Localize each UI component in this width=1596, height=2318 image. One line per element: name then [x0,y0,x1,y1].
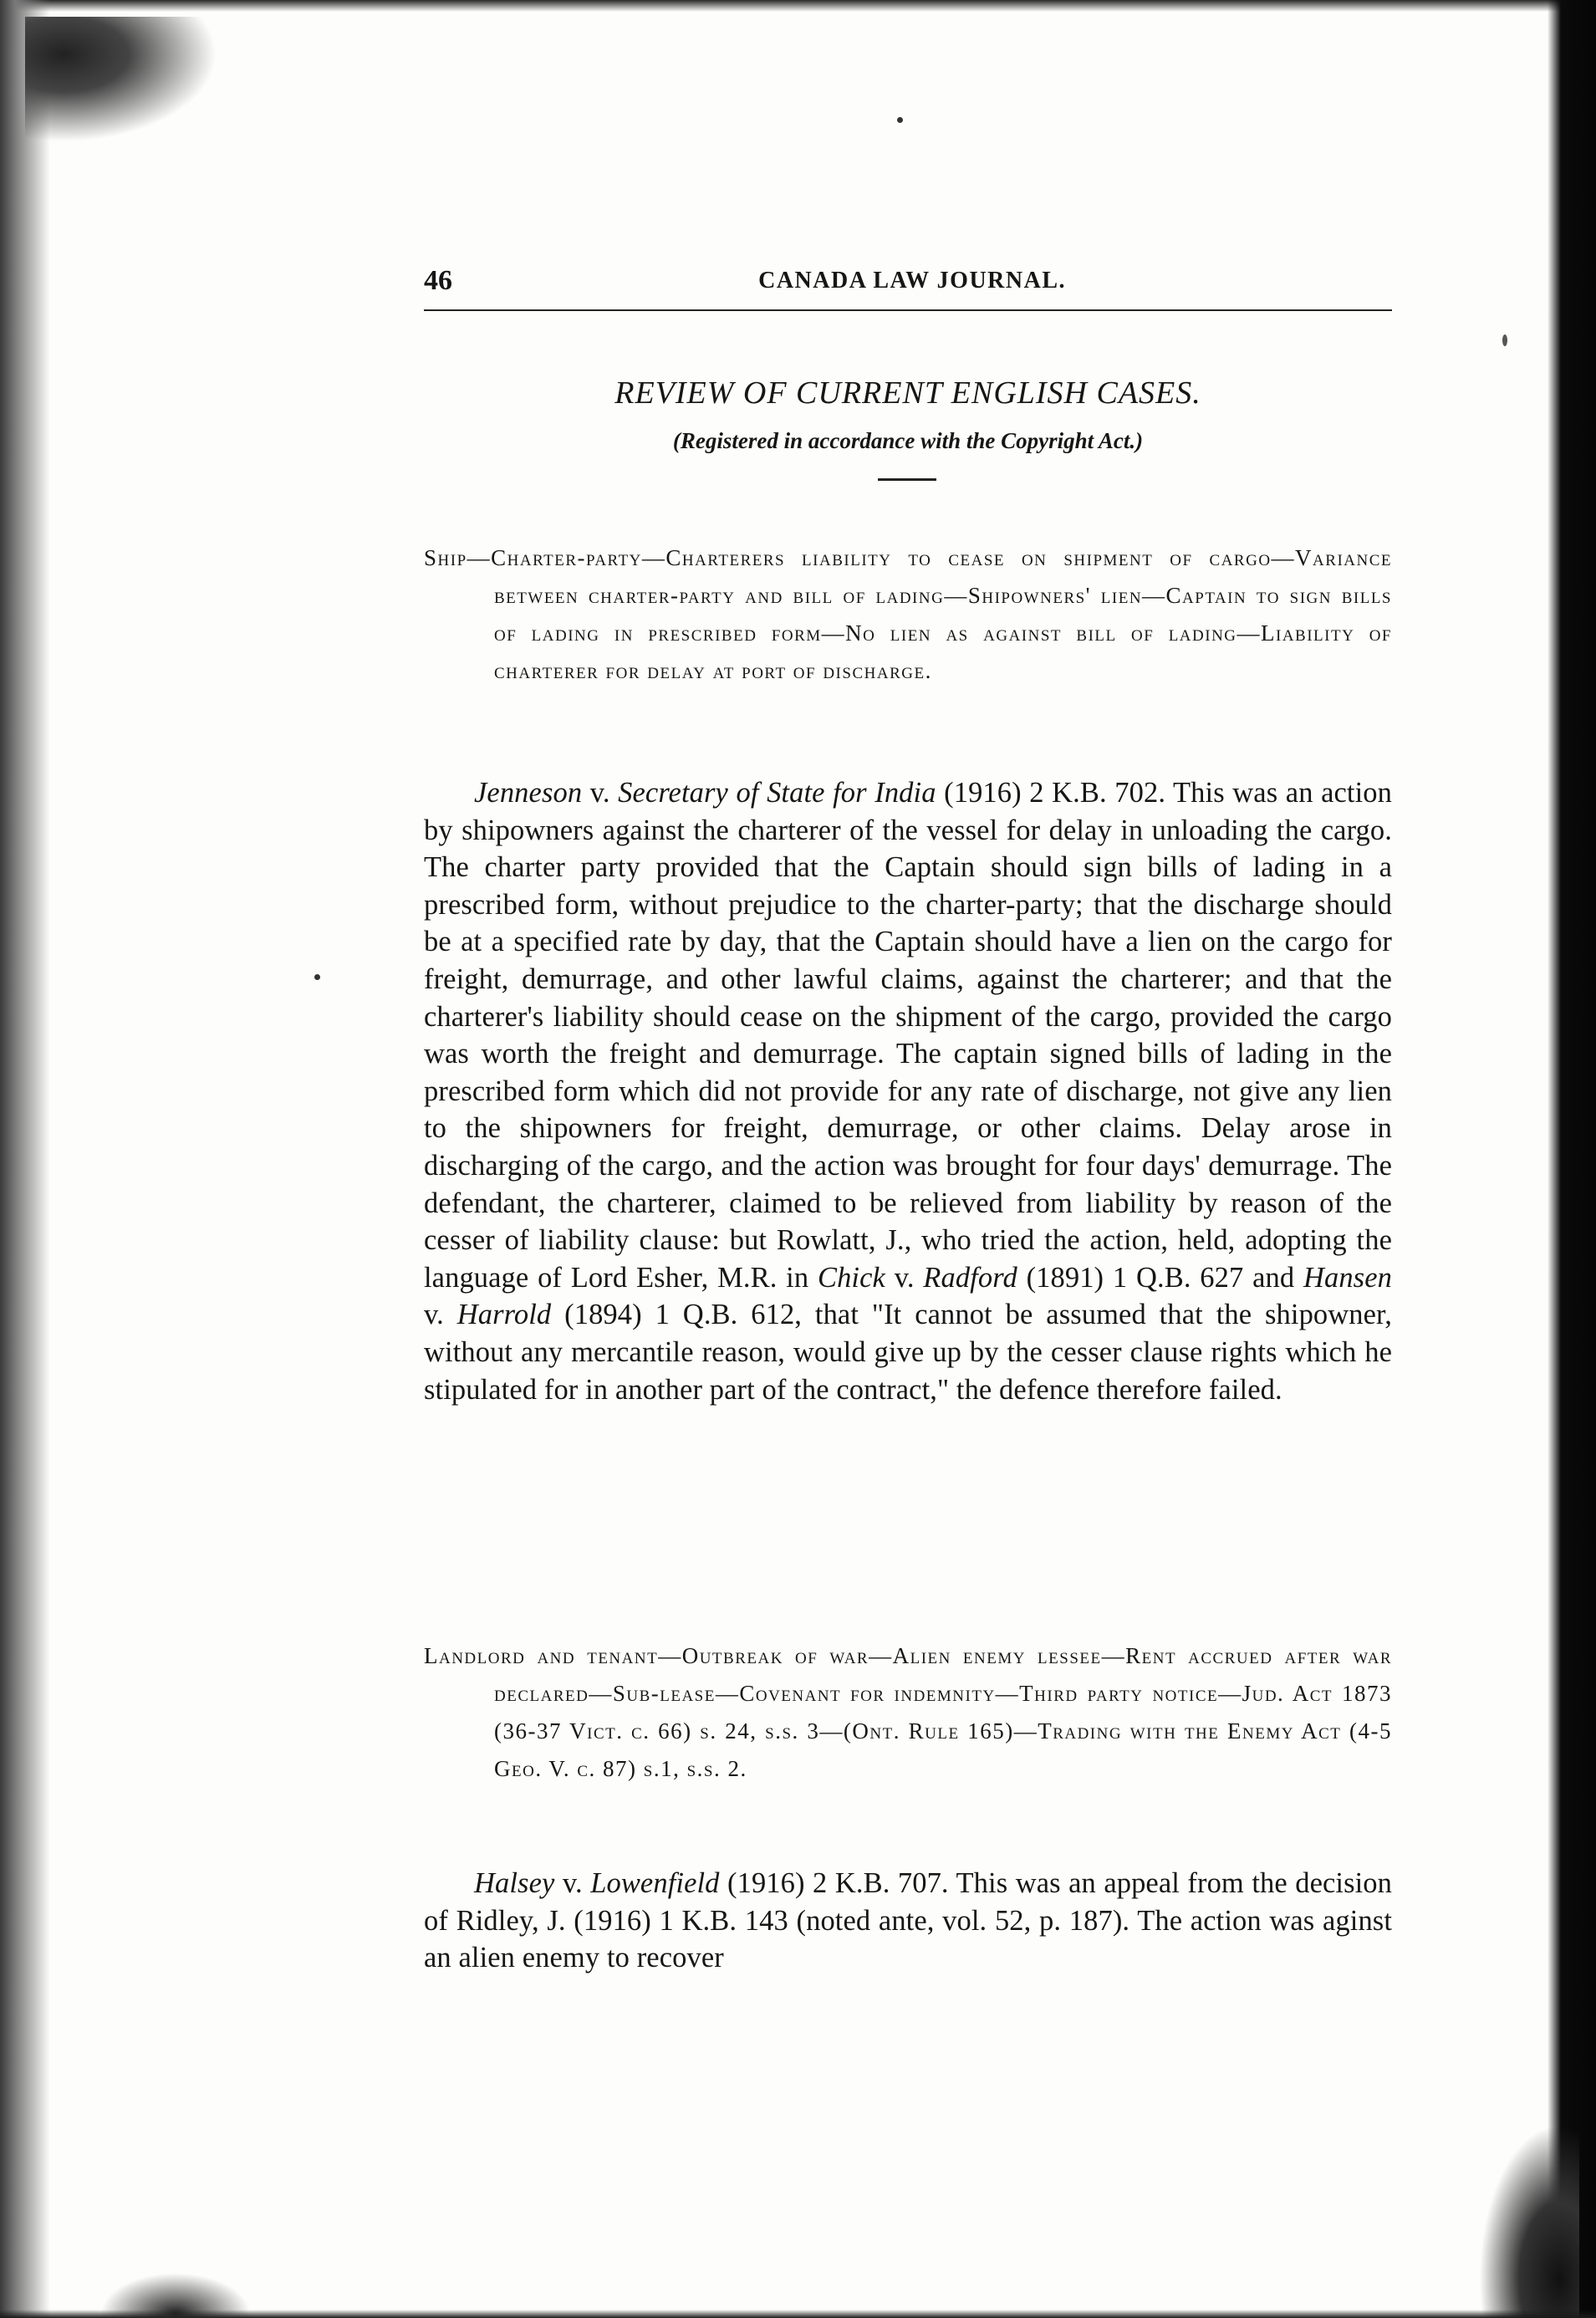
cited-case-a-party-1: Chick [817,1261,885,1294]
copyright-note: (Registered in accordance with the Copyright Act.) [672,428,1144,453]
case-2-paragraph [424,1865,1392,1977]
case-2-versus: v. [562,1867,583,1899]
case-1-body: This was an action by shipowners against the charterer of the vessel for delay in unloading the cargo. The charter party provided that the Captain should sign bills of lading in a prescribed form, without prejudice to the charter-party; that the discharge should be at a specified rate by day, that the Captain should have a lien on the cargo for freight, demurrage, and other lawful claims, against the charterer; and that the charterer's liability should cease on the shipment of the cargo, provided the cargo was worth the freight and demurrage. The captain signed bills of lading in the prescribed form which did not provide for any rate of discharge, not give any lien to the shipowners for freight, demurrage, or other claims. Delay arose in discharging of the cargo, and the action was brought for four days' demurrage. The defendant, the charterer, claimed to be relieved from liability by reason of the cesser of liability clause: but Rowlatt, J., who tried the action, held, adopting the language of Lord Esher, M.R. in [424,777,1392,1294]
cited-case-b-party-2: Harrold [456,1299,552,1331]
header-rule [424,309,1392,311]
case-1-versus: v. [589,777,610,809]
cited-case-a-citation: (1891) 1 Q.B. 627 and [1026,1261,1295,1294]
case-2-body: This was an appeal from the decision of Ridley, J. (1916) 1 K.B. 143 (noted ante, vol. 52, p. 187). The action was aginst an alien enemy to recover [424,1867,1392,1974]
case-1-paragraph [424,774,1392,1408]
case-1-party-2: Secretary of State for India [618,777,936,809]
case-2-citation: (1916) 2 K.B. 707. [727,1867,949,1899]
cited-case-b-versus: v. [424,1299,444,1331]
journal-title: CANADA LAW JOURNAL. [758,268,1066,294]
case-2-party-2: Lowenfield [590,1867,720,1899]
case-1-citation: (1916) 2 K.B. 702. [944,777,1166,809]
case-1-body-end: (1894) 1 Q.B. 612, that "It cannot be assumed that the shipowner, without any mercantile reason, would give up by the cesser clause rights which he stipulated for in another part of the contract," the defence therefore failed. [424,1299,1392,1406]
cited-case-b-party-1: Hansen [1303,1261,1392,1294]
cited-case-a-versus: v. [894,1261,915,1294]
running-head [424,256,1392,306]
case-1-party-1: Jenneson [474,777,583,809]
cited-case-a-party-2: Radford [923,1261,1017,1294]
section-rule [878,478,936,481]
page-number: 46 [424,265,452,296]
case-1-headnote: Ship—Charter-party—Charterers liability to cease on shipment of cargo—Variance between charter-party and bill of lading—Shipowners' lien—Captain to sign bills of lading in prescribed form—No lien as against bill of lading—Liability of charterer for delay at port of discharge. [424,545,1392,683]
case-2-party-1: Halsey [474,1867,555,1899]
section-title: REVIEW OF CURRENT ENGLISH CASES. [614,375,1201,411]
case-2-headnote: Landlord and tenant—Outbreak of war—Alien enemy lessee—Rent accrued after war declared—Sub-lease—Covenant for indemnity—Third party notice—Jud. Act 1873 (36-37 Vict. c. 66) s. 24, s.s. 3—(Ont. Rule 165)—Trading with the Enemy Act (4-5 Geo. V. c. 87) s.1, s.s. 2. [424,1643,1392,1781]
